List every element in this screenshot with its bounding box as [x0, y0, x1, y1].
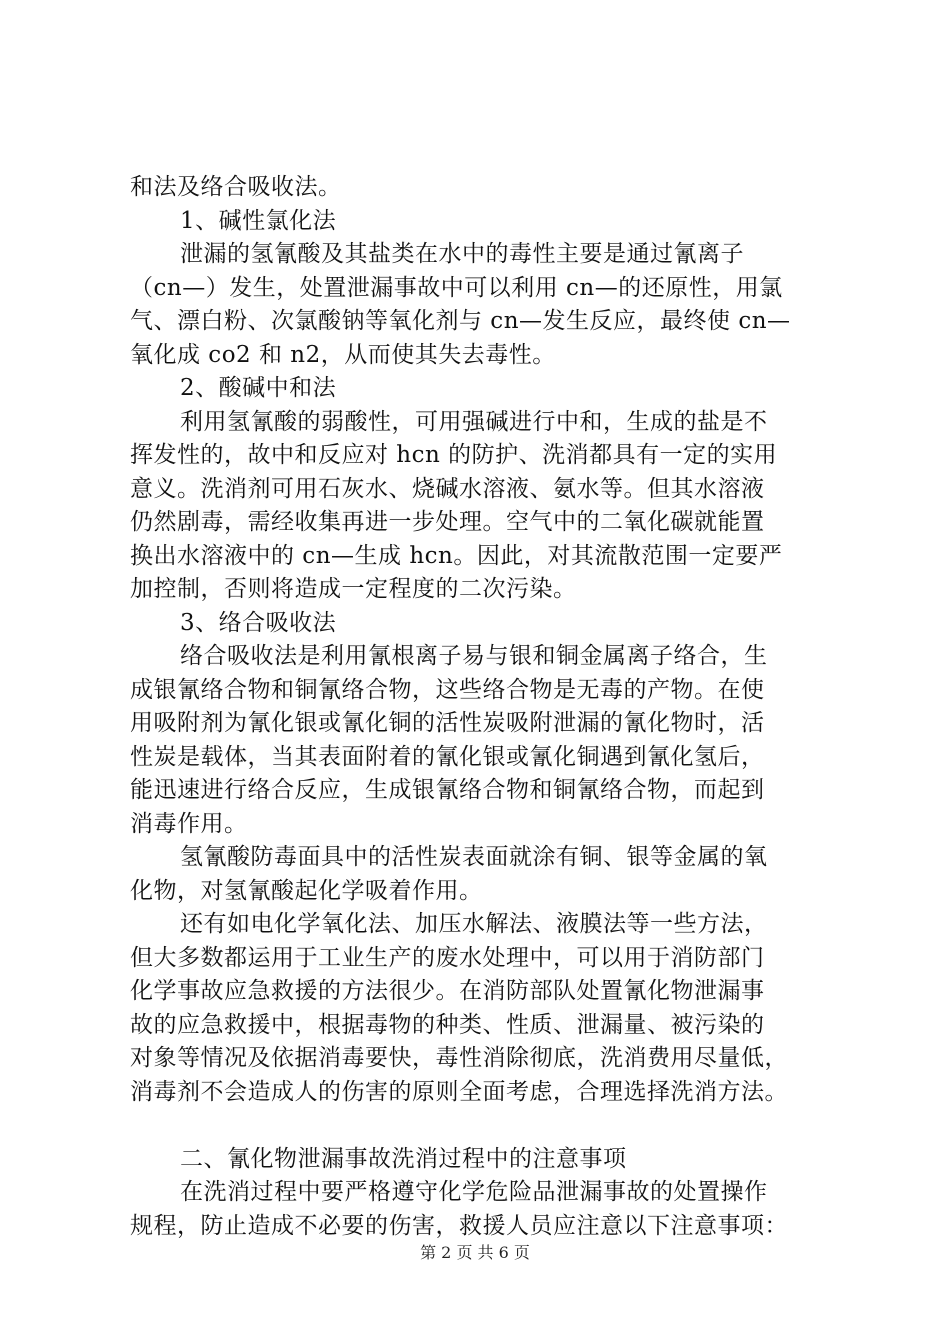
text-line: 气、漂白粉、次氯酸钠等氧化剂与 cn—发生反应，最终使 cn— [130, 308, 791, 334]
text-line: 挥发性的，故中和反应对 hcn 的防护、洗消都具有一定的实用 [130, 442, 778, 468]
text-line: 化物，对氢氰酸起化学吸着作用。 [130, 877, 483, 904]
text-line: 加控制，否则将造成一定程度的二次污染。 [130, 576, 577, 602]
text-line: 氧化成 co2 和 n2，从而使其失去毒性。 [130, 341, 556, 368]
text-line: 利用氢氰酸的弱酸性，可用强碱进行中和，生成的盐是不 [180, 408, 768, 435]
text-line: （cn—）发生，处置泄漏事故中可以利用 cn—的还原性，用氯 [130, 274, 783, 301]
text-line: 故的应急救援中，根据毒物的种类、性质、泄漏量、被污染的 [130, 1011, 765, 1038]
text-line: 用吸附剂为氰化银或氰化铜的活性炭吸附泄漏的氰化物时，活 [130, 710, 765, 736]
section-heading-acid-base-neutralization: 2、酸碱中和法 [180, 375, 337, 401]
section-heading-alkaline-chlorination: 1、碱性氯化法 [180, 207, 337, 234]
text-line: 还有如电化学氧化法、加压水解法、液膜法等一些方法， [180, 911, 768, 937]
text-line: 仍然剧毒，需经收集再进一步处理。空气中的二氧化碳就能置 [130, 509, 765, 535]
text-line: 消毒作用。 [130, 810, 248, 837]
text-line: 氢氰酸防毒面具中的活性炭表面就涂有铜、银等金属的氧 [180, 844, 768, 870]
section-heading-complex-absorption: 3、络合吸收法 [180, 609, 337, 636]
text-line: 但大多数都运用于工业生产的废水处理中，可以用于消防部门 [130, 944, 765, 971]
section-heading-precautions: 二、氰化物泄漏事故洗消过程中的注意事项 [180, 1145, 627, 1172]
text-line: 性炭是载体，当其表面附着的氰化银或氰化铜遇到氰化氢后， [130, 743, 765, 770]
text-line: 换出水溶液中的 cn—生成 hcn。因此，对其流散范围一定要严 [130, 542, 783, 569]
text-line: 对象等情况及依据消毒要快，毒性消除彻底，洗消费用尽量低， [130, 1045, 788, 1071]
text-line: 意义。洗消剂可用石灰水、烧碱水溶液、氨水等。但其水溶液 [130, 475, 765, 502]
text-line: 泄漏的氢氰酸及其盐类在水中的毒性主要是通过氰离子 [180, 241, 744, 267]
text-line: 和法及络合吸收法。 [130, 174, 342, 200]
text-line: 络合吸收法是利用氰根离子易与银和铜金属离子络合，生 [180, 643, 768, 669]
page-footer: 第 2 页 共 6 页 [420, 1243, 530, 1262]
text-line: 规程，防止造成不必要的伤害，救援人员应注意以下注意事项： [130, 1212, 788, 1239]
text-line: 消毒剂不会造成人的伤害的原则全面考虑，合理选择洗消方法。 [130, 1078, 788, 1105]
text-line: 化学事故应急救援的方法很少。在消防部队处置氰化物泄漏事 [130, 978, 765, 1004]
text-line: 在洗消过程中要严格遵守化学危险品泄漏事故的处置操作 [180, 1179, 768, 1205]
text-line: 成银氰络合物和铜氰络合物，这些络合物是无毒的产物。在使 [130, 676, 765, 703]
document-body [130, 171, 850, 1243]
paragraph-gap [130, 1109, 850, 1143]
text-line: 能迅速进行络合反应，生成银氰络合物和铜氰络合物，而起到 [130, 777, 765, 803]
